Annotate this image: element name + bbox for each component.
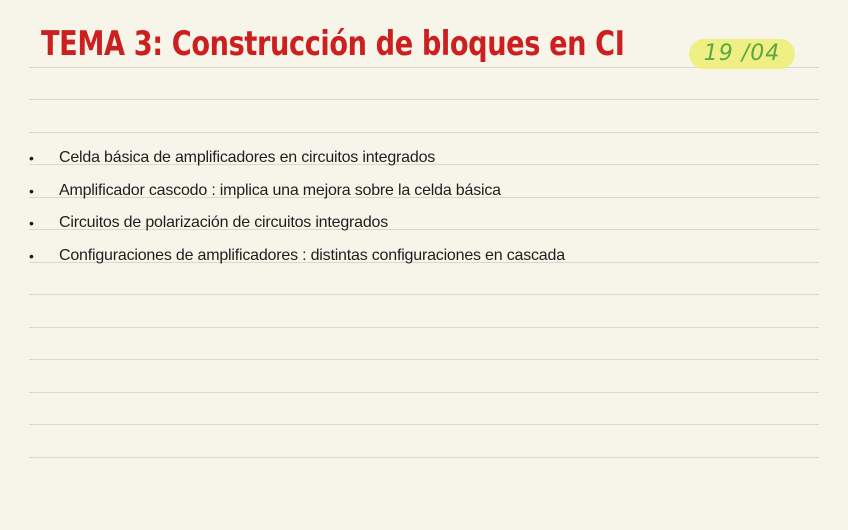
list-item-text: Circuitos de polarización de circuitos integrados xyxy=(59,214,389,232)
list-item-text: Celda básica de amplificadores en circuitos integrados xyxy=(59,149,436,166)
ruled-line xyxy=(29,424,819,425)
bullet-dot: • xyxy=(29,182,34,199)
handwritten-date: 19 /04 xyxy=(703,41,781,66)
ruled-line xyxy=(29,132,819,133)
bullet-dot: • xyxy=(29,215,34,232)
ruled-line xyxy=(29,457,819,458)
bullet-dot: • xyxy=(29,150,34,166)
ruled-line xyxy=(29,392,819,393)
page-title: TEMA 3: Construcción de bloques en CI xyxy=(41,24,625,64)
ruled-line xyxy=(29,327,819,328)
list-item-text: Amplificador cascodo : implica una mejora sobre la celda básica xyxy=(59,181,501,199)
ruled-line xyxy=(29,294,819,295)
ruled-line xyxy=(29,99,819,100)
bullet-dot: • xyxy=(29,248,34,265)
list-item-text: Configuraciones de amplificadores : distintas configuraciones en cascada xyxy=(59,247,565,265)
ruled-line xyxy=(29,359,819,360)
